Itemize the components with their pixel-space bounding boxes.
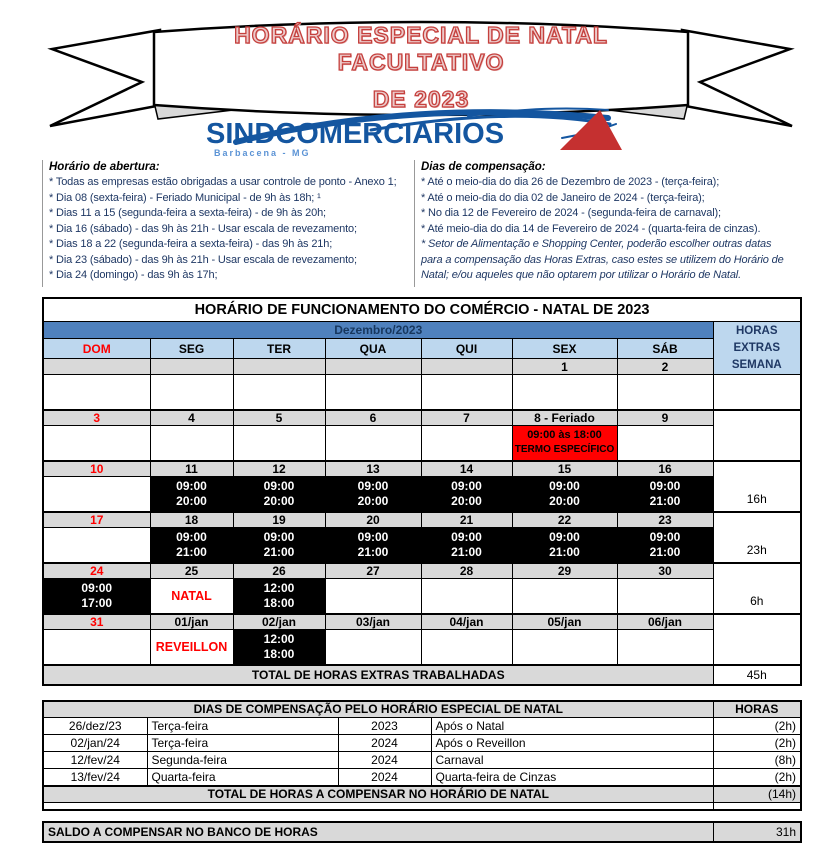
hours-cell <box>233 477 325 512</box>
extra-hours-header-line: SEMANA <box>731 358 782 371</box>
hours-cell <box>512 579 617 614</box>
date-cell: 20 <box>325 512 421 528</box>
date-cell: 3 <box>43 410 150 426</box>
hours-open: 09:00 <box>357 529 389 544</box>
date-cell: 26 <box>233 563 325 579</box>
hours-close: 20:00 <box>357 493 389 508</box>
hours-cell <box>150 528 233 563</box>
hours-open-close: 09:00 às 18:00 <box>527 429 602 442</box>
reveillon-label: REVEILLON <box>155 639 228 654</box>
hours-cell <box>150 426 233 461</box>
compensation-row <box>43 752 801 769</box>
date-cell: 18 <box>150 512 233 528</box>
info-section <box>42 160 800 287</box>
week-extra-hours <box>713 375 801 410</box>
date-cell: 19 <box>233 512 325 528</box>
day-header-seg: SEG <box>150 339 233 359</box>
day-header-qua: QUA <box>325 339 421 359</box>
hours-cell <box>617 528 713 563</box>
hours-cell <box>325 630 421 665</box>
date-cell <box>150 359 233 375</box>
logo-subtitle: Barbacena - MG <box>214 148 311 158</box>
hours-cell <box>150 375 233 410</box>
sindcomerciarios-logo <box>206 104 636 156</box>
hours-open: 09:00 <box>649 478 681 493</box>
spacer-cell <box>713 803 801 810</box>
hours-cell <box>43 375 150 410</box>
date-cell <box>421 359 512 375</box>
hours-open: 09:00 <box>451 478 482 493</box>
hours-cell-termo-especifico <box>512 426 617 461</box>
comp-weekday: Quarta-feira <box>147 769 338 786</box>
day-header-sex: SEX <box>512 339 617 359</box>
hours-open: 09:00 <box>176 529 207 544</box>
compensation-total-value: (14h) <box>713 786 801 803</box>
hours-close: 21:00 <box>649 493 681 508</box>
hours-cell <box>43 630 150 665</box>
date-cell: 9 <box>617 410 713 426</box>
natal-label: NATAL <box>171 588 212 603</box>
hours-open: 12:00 <box>263 631 295 646</box>
hours-open: 09:00 <box>263 529 295 544</box>
extra-hours-column-header <box>713 322 801 375</box>
compensation-days-block <box>414 160 800 287</box>
hours-close: 20:00 <box>176 493 207 508</box>
date-cell: 10 <box>43 461 150 477</box>
hours-cell <box>512 528 617 563</box>
comp-hours: (2h) <box>713 769 801 786</box>
total-extra-hours-value: 45h <box>713 665 801 685</box>
week-extra-hours <box>713 410 801 461</box>
hours-close: 20:00 <box>451 493 482 508</box>
compensation-total-label: TOTAL DE HORAS A COMPENSAR NO HORÁRIO DE NATAL <box>43 786 713 803</box>
date-cell <box>233 359 325 375</box>
comp-description: Carnaval <box>431 752 713 769</box>
date-cell: 27 <box>325 563 421 579</box>
date-cell: 02/jan <box>233 614 325 630</box>
comp-description: Após o Natal <box>431 718 713 735</box>
hours-cell <box>43 579 150 614</box>
hours-cell <box>512 375 617 410</box>
day-header-sab: SÁB <box>617 339 713 359</box>
opening-hours-item: * Dias 18 a 22 (segunda-feira a sexta-feira) - das 9h às 21h; <box>49 238 333 250</box>
date-cell: 15 <box>512 461 617 477</box>
hours-cell <box>617 579 713 614</box>
hours-cell <box>617 375 713 410</box>
spacer-cell <box>43 803 713 810</box>
hours-cell <box>150 477 233 512</box>
commerce-hours-table <box>42 297 802 686</box>
day-header-ter: TER <box>233 339 325 359</box>
date-cell-feriado: 8 - Feriado <box>512 410 617 426</box>
date-cell: 23 <box>617 512 713 528</box>
comp-date: 02/jan/24 <box>43 735 147 752</box>
hours-cell <box>421 528 512 563</box>
hours-close: 21:00 <box>649 544 681 559</box>
comp-year: 2024 <box>338 769 431 786</box>
date-cell <box>43 359 150 375</box>
hours-cell <box>325 375 421 410</box>
banner-title-line2: DE 2023 <box>372 86 470 112</box>
logo-name: SINDCOMERCIARIOS <box>206 118 505 150</box>
hours-cell <box>325 579 421 614</box>
balance-value: 31h <box>713 822 801 842</box>
ribbon-left-tail <box>50 30 162 126</box>
opening-hours-heading: Horário de abertura: <box>49 161 160 173</box>
comp-year: 2024 <box>338 752 431 769</box>
month-header: Dezembro/2023 <box>43 322 713 339</box>
date-cell: 30 <box>617 563 713 579</box>
compensation-days-item: * No dia 12 de Fevereiro de 2024 - (segunda-feira de carnaval); <box>421 207 721 219</box>
day-header-qui: QUI <box>421 339 512 359</box>
hours-cell <box>233 579 325 614</box>
compensation-hours-header: HORAS <box>713 701 801 718</box>
hours-cell <box>421 375 512 410</box>
opening-hours-item: * Dias 11 a 15 (segunda-feira a sexta-feira) - de 9h às 20h; <box>49 207 326 219</box>
comp-date: 26/dez/23 <box>43 718 147 735</box>
compensation-days-heading: Dias de compensação: <box>421 161 546 173</box>
hours-close: 21:00 <box>451 544 482 559</box>
date-cell: 06/jan <box>617 614 713 630</box>
hours-cell <box>617 426 713 461</box>
opening-hours-item: * Dia 24 (domingo) - das 9h às 17h; <box>49 269 218 281</box>
date-cell: 31 <box>43 614 150 630</box>
banner-title-line1: HORÁRIO ESPECIAL DE NATAL FACULTATIVO <box>234 22 608 75</box>
hours-close: 21:00 <box>549 544 580 559</box>
hours-cell <box>233 630 325 665</box>
hours-cell <box>512 477 617 512</box>
hours-cell <box>233 426 325 461</box>
hours-close: 20:00 <box>263 493 295 508</box>
date-cell: 16 <box>617 461 713 477</box>
date-cell: 21 <box>421 512 512 528</box>
ribbon-right-tail <box>680 30 792 126</box>
week-extra-hours: 16h <box>713 461 801 512</box>
opening-hours-item: * Dia 08 (sexta-feira) - Feriado Municipal - de 9h às 18h; ¹ <box>49 191 321 204</box>
hours-cell <box>421 579 512 614</box>
hours-cell <box>617 630 713 665</box>
balance-label: SALDO A COMPENSAR NO BANCO DE HORAS <box>43 822 713 842</box>
date-cell: 4 <box>150 410 233 426</box>
compensation-table-title: DIAS DE COMPENSAÇÃO PELO HORÁRIO ESPECIAL DE NATAL <box>43 701 713 718</box>
comp-date: 12/fev/24 <box>43 752 147 769</box>
date-cell: 11 <box>150 461 233 477</box>
opening-hours-item: * Todas as empresas estão obrigadas a usar controle de ponto - Anexo 1; <box>49 176 397 188</box>
comp-year: 2023 <box>338 718 431 735</box>
week-extra-hours <box>713 614 801 665</box>
hours-open: 09:00 <box>263 478 295 493</box>
hours-open: 09:00 <box>549 529 580 544</box>
date-cell: 5 <box>233 410 325 426</box>
date-cell: 14 <box>421 461 512 477</box>
opening-hours-block <box>42 160 414 287</box>
hours-cell <box>421 426 512 461</box>
date-cell: 7 <box>421 410 512 426</box>
hours-close: 17:00 <box>81 595 113 610</box>
hours-cell <box>512 630 617 665</box>
comp-description: Após o Reveillon <box>431 735 713 752</box>
hours-open: 09:00 <box>451 529 482 544</box>
date-cell: 25 <box>150 563 233 579</box>
compensation-row <box>43 735 801 752</box>
hours-open: 12:00 <box>263 580 295 595</box>
date-cell: 03/jan <box>325 614 421 630</box>
hours-cell <box>43 426 150 461</box>
hours-cell <box>43 528 150 563</box>
termo-especifico-label: TERMO ESPECÍFICO <box>514 444 615 456</box>
hours-open: 09:00 <box>357 478 389 493</box>
reveillon-cell <box>150 630 233 665</box>
hours-cell <box>325 426 421 461</box>
compensation-row <box>43 718 801 735</box>
hours-cell <box>325 528 421 563</box>
hours-close: 21:00 <box>176 544 207 559</box>
day-header-dom: DOM <box>43 339 150 359</box>
opening-hours-item: * Dia 23 (sábado) - das 9h às 21h - Usar escala de revezamento; <box>49 253 357 266</box>
comp-hours: (8h) <box>713 752 801 769</box>
comp-weekday: Terça-feira <box>147 718 338 735</box>
date-cell: 2 <box>617 359 713 375</box>
compensation-days-item: * Até o meio-dia do dia 26 de Dezembro de 2023 - (terça-feira); <box>421 176 720 188</box>
date-cell: 17 <box>43 512 150 528</box>
hours-close: 18:00 <box>263 595 295 610</box>
date-cell: 12 <box>233 461 325 477</box>
compensation-table <box>42 700 802 811</box>
comp-date: 13/fev/24 <box>43 769 147 786</box>
hours-cell <box>43 477 150 512</box>
date-cell: 29 <box>512 563 617 579</box>
natal-cell <box>150 579 233 614</box>
compensation-row <box>43 769 801 786</box>
date-cell: 28 <box>421 563 512 579</box>
date-cell <box>325 359 421 375</box>
hours-cell <box>421 630 512 665</box>
date-cell: 6 <box>325 410 421 426</box>
opening-hours-item: * Dia 16 (sábado) - das 9h às 21h - Usar escala de revezamento; <box>49 222 357 235</box>
date-cell: 24 <box>43 563 150 579</box>
comp-description: Quarta-feira de Cinzas <box>431 769 713 786</box>
week-extra-hours: 6h <box>713 563 801 614</box>
date-cell: 01/jan <box>150 614 233 630</box>
date-cell: 1 <box>512 359 617 375</box>
hours-cell <box>233 375 325 410</box>
hours-cell <box>325 477 421 512</box>
hours-close: 21:00 <box>357 544 389 559</box>
compensation-days-note: * Setor de Alimentação e Shopping Center, poderão escolher outras datas para a compensação das Horas Extras, caso estes se utilizem do Horário de Natal; e/ou aqueles que não optarem por utilizar o Horário de Natal. <box>421 238 784 281</box>
hours-open: 09:00 <box>549 478 580 493</box>
date-cell: 04/jan <box>421 614 512 630</box>
hours-cell <box>421 477 512 512</box>
hours-close: 18:00 <box>263 646 295 661</box>
comp-weekday: Segunda-feira <box>147 752 338 769</box>
hours-close: 21:00 <box>263 544 295 559</box>
hours-cell <box>617 477 713 512</box>
compensation-days-item: * Até o meio-dia do dia 02 de Janeiro de 2024 - (terça-feira); <box>421 191 705 204</box>
date-cell: 22 <box>512 512 617 528</box>
comp-hours: (2h) <box>713 735 801 752</box>
comp-weekday: Terça-feira <box>147 735 338 752</box>
main-table-title: HORÁRIO DE FUNCIONAMENTO DO COMÉRCIO - NATAL DE 2023 <box>43 298 801 322</box>
comp-hours: (2h) <box>713 718 801 735</box>
date-cell: 13 <box>325 461 421 477</box>
balance-bar <box>42 821 802 843</box>
total-extra-hours-label: TOTAL DE HORAS EXTRAS TRABALHADAS <box>43 665 713 685</box>
date-cell: 05/jan <box>512 614 617 630</box>
hours-close: 20:00 <box>549 493 580 508</box>
compensation-days-item: * Até meio-dia do dia 14 de Fevereiro de 2024 - (quarta-feira de cinzas). <box>421 222 761 235</box>
hours-cell <box>233 528 325 563</box>
week-extra-hours: 23h <box>713 512 801 563</box>
extra-hours-header-line: HORAS <box>736 324 778 337</box>
hours-open: 09:00 <box>81 580 113 595</box>
hours-open: 09:00 <box>176 478 207 493</box>
extra-hours-header-line: EXTRAS <box>733 341 781 354</box>
hours-open: 09:00 <box>649 529 681 544</box>
comp-year: 2024 <box>338 735 431 752</box>
